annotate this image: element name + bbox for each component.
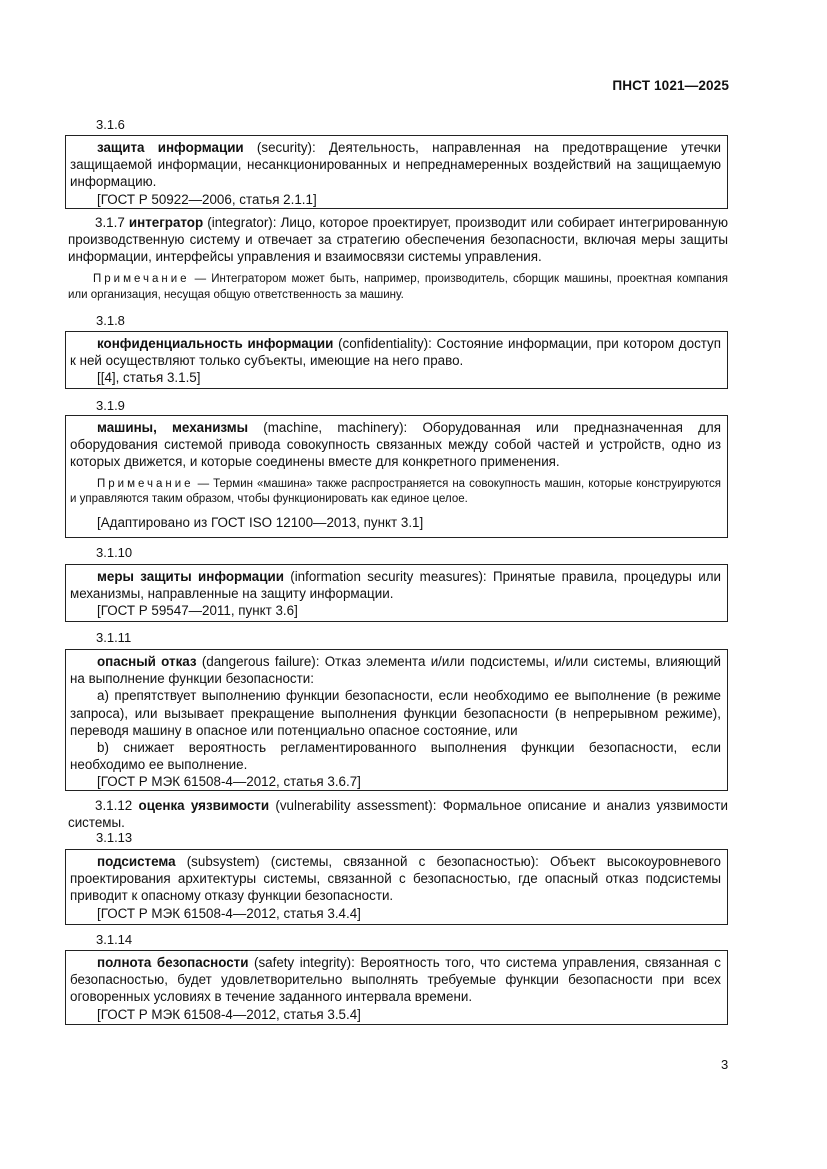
source-reference: [ГОСТ Р 50922—2006, статья 2.1.1] (97, 191, 317, 207)
source-reference: [Адаптировано из ГОСТ ISO 12100—2013, пункт 3.1] (97, 514, 424, 530)
definition-text (70, 139, 721, 191)
definition-text (70, 419, 721, 471)
clause-number: 3.1.9 (96, 398, 125, 413)
definition-text (70, 954, 721, 1006)
definition-text (70, 653, 721, 687)
definition-box-3-1-6 (65, 135, 728, 209)
source-reference: [ГОСТ Р МЭК 61508-4—2012, статья 3.6.7] (97, 774, 361, 790)
source-reference: [ГОСТ Р 59547—2011, пункт 3.6] (97, 603, 298, 619)
note-label: Примечание (93, 273, 190, 285)
list-item-b: b) снижает вероятность регламентированного выполнения функции безопасности, если необходимо ее выполнение. (70, 740, 721, 773)
source-reference: [ГОСТ Р МЭК 61508-4—2012, статья 3.5.4] (97, 1006, 361, 1022)
source-reference: [[4], статья 3.1.5] (97, 370, 201, 386)
clause-number: 3.1.11 (96, 630, 132, 645)
term: конфиденциальность информации (97, 336, 334, 351)
definition: (machine, machinery): Оборудованная или предназначенная для оборудования системой привода совокупность связанных между собой частей и устройств, одно из которых движется, и которые соединены вместе для конкретного применения. (70, 420, 721, 470)
source-reference: [ГОСТ Р МЭК 61508-4—2012, статья 3.4.4] (97, 905, 361, 921)
term: полнота безопасности (97, 955, 249, 970)
term: опасный отказ (97, 654, 197, 669)
clause-number: 3.1.6 (96, 117, 125, 132)
note-text: — Термин «машина» также распространяется на совокупность машин, которые конструируются и управляются таким образом, чтобы функционировать как единое целое. (70, 477, 721, 506)
definition: (integrator): Лицо, которое проектирует, производит или собирает интегрированную производственную систему и отвечает за стратегию обеспечения безопасности, включая меры защиты информации, интерфейсы управления и взаимосвязи системы управления. (68, 215, 728, 265)
definition: (security): Деятельность, направленная на предотвращение утечки защищаемой информации, несанкционированных и непреднамеренных воздействий на защищаемую информацию. (70, 140, 721, 190)
clause-number: 3.1.10 (96, 545, 133, 560)
note-text: — Интегратором может быть, например, производитель, сборщик машины, проектная компания или организация, несущая общую ответственность за машину. (68, 273, 728, 301)
definition: (confidentiality): Состояние информации, при котором доступ к ней осуществляют только субъекты, имеющие на него право. (70, 336, 721, 369)
term: машины, механизмы (97, 420, 249, 435)
definition-3-1-7 (68, 214, 728, 266)
definition-box-3-1-8 (65, 331, 728, 389)
definition-box-3-1-9 (65, 415, 728, 538)
definition-text (70, 335, 721, 369)
clause-number: 3.1.14 (96, 932, 133, 947)
document-id: ПНСТ 1021—2025 (612, 78, 729, 93)
list-item-a: a) препятствует выполнению функции безопасности, если необходимо ее выполнение (в режиме запроса), или вызывает прекращение выполнения функции безопасности (в непрерывном режиме), переводя машину в опасное или потенциально опасное состояние, или (70, 688, 721, 738)
term: оценка уязвимости (138, 798, 270, 813)
note-3-1-7 (68, 272, 728, 303)
clause-number: 3.1.8 (96, 313, 125, 328)
clause-number: 3.1.12 (95, 798, 139, 813)
page-number: 3 (721, 1057, 729, 1072)
term: интегратор (128, 215, 204, 230)
definition-3-1-12 (68, 797, 728, 831)
note-label: Примечание (97, 477, 194, 490)
definition-text (70, 568, 721, 602)
definition: (information security measures): Принятые правила, процедуры или механизмы, направленные на защиту информации. (70, 569, 721, 602)
definition-box-3-1-10 (65, 564, 728, 622)
definition-box-3-1-14 (65, 950, 728, 1025)
term: защита информации (97, 140, 244, 155)
definition: (safety integrity): Вероятность того, что система управления, связанная с безопасностью, будет удовлетворительно выполнять требуемые функции безопасности при всех оговоренных условиях в течение заданного интервала времени. (70, 955, 721, 1005)
definition: (dangerous failure): Отказ элемента и/или подсистемы, и/или системы, влияющий на выполнение функции безопасности: (70, 654, 722, 687)
note-3-1-9 (70, 477, 721, 508)
term: подсистема (97, 854, 176, 869)
definition-text (70, 853, 721, 905)
definition: (subsystem) (системы, связанной с безопасностью): Объект высокоуровневого проектирования архитектуры системы, связанной с безопасностью, где опасный отказ подсистемы приводит к опасному отказу функции безопасности. (70, 854, 721, 904)
term: меры защиты информации (97, 569, 284, 584)
clause-number: 3.1.13 (96, 830, 133, 845)
definition-box-3-1-13 (65, 849, 728, 925)
definition-box-3-1-11 (65, 649, 728, 791)
clause-number: 3.1.7 (95, 215, 129, 230)
definition: (vulnerability assessment): Формальное описание и анализ уязвимости системы. (68, 798, 728, 831)
